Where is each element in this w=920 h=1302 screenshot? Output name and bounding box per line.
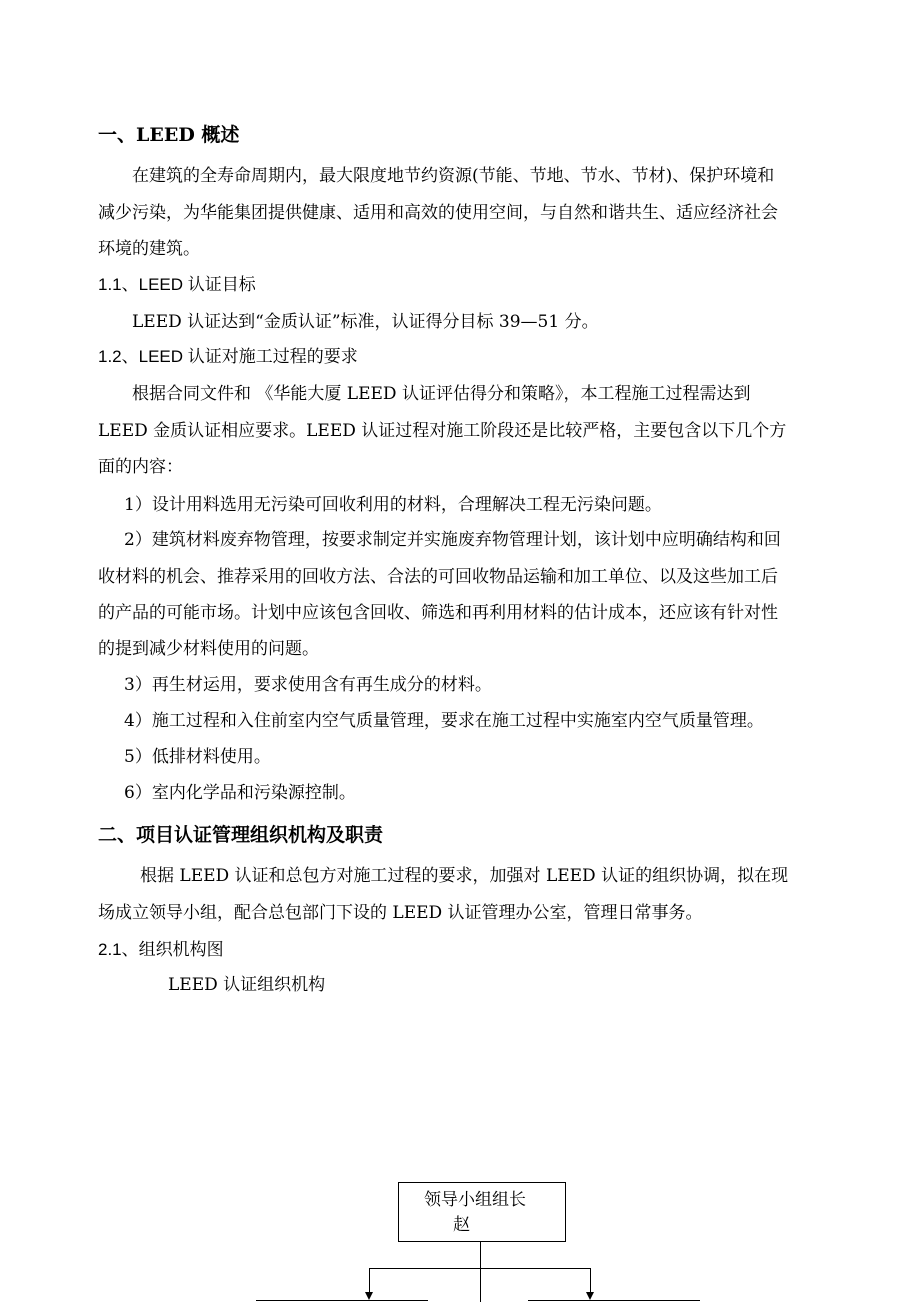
org-branch-right: [590, 1268, 591, 1292]
requirement-item: 的提到减少材料使用的问题。: [98, 639, 319, 659]
subsection-1-1-text: LEED 认证达到“金质认证”标准，认证得分目标 39—51 分。: [132, 312, 599, 332]
section1-heading: 一、LEED 概述: [98, 124, 240, 146]
requirement-item: 收材料的机会、推荐采用的回收方法、合法的可回收物品运输和加工单位、以及这些加工后: [98, 567, 778, 587]
section2-intro-line: 场成立领导小组，配合总包部门下设的 LEED 认证管理办公室，管理日常事务。: [98, 903, 703, 923]
org-connector-vertical: [480, 1241, 481, 1302]
section1-intro-line: 在建筑的全寿命周期内，最大限度地节约资源(节能、节地、节水、节材)、保护环境和: [132, 166, 775, 186]
section2-intro-line: 根据 LEED 认证和总包方对施工过程的要求，加强对 LEED 认证的组织协调，拟在现: [140, 866, 789, 886]
requirement-item: 1）设计用料选用无污染可回收利用的材料，合理解决工程无污染问题。: [124, 495, 662, 515]
org-arrow-left: [365, 1292, 373, 1300]
org-child-box-right-top: [528, 1300, 700, 1301]
requirement-item: 6）室内化学品和污染源控制。: [124, 783, 356, 803]
org-child-box-left-top: [256, 1300, 428, 1301]
subsection-1-2-line: LEED 金质认证相应要求。LEED 认证过程对施工阶段还是比较严格，主要包含以下几个方: [98, 421, 787, 441]
subsection-1-2-line: 根据合同文件和 《华能大厦 LEED 认证评估得分和策略》，本工程施工过程需达到: [132, 384, 751, 404]
section1-intro-line: 减少污染，为华能集团提供健康、适用和高效的使用空间，与自然和谐共生、适应经济社会: [98, 203, 778, 223]
org-branch-left: [369, 1268, 370, 1292]
section2-heading: 二、项目认证管理组织机构及职责: [98, 824, 384, 846]
org-connector-horizontal: [369, 1268, 591, 1269]
requirement-item: 4）施工过程和入住前室内空气质量管理，要求在施工过程中实施室内空气质量管理。: [124, 711, 764, 731]
subsection-1-2-heading: 1.2、LEED 认证对施工过程的要求: [98, 347, 358, 366]
org-leader-title: 领导小组组长: [424, 1190, 526, 1210]
subsection-2-1-heading: 2.1、组织机构图: [98, 940, 224, 959]
subsection-1-1-heading: 1.1、LEED 认证目标: [98, 275, 256, 294]
org-chart-caption: LEED 认证组织机构: [168, 975, 326, 995]
requirement-item: 2）建筑材料废弃物管理，按要求制定并实施废弃物管理计划，该计划中应明确结构和回: [124, 530, 781, 550]
section1-intro-line: 环境的建筑。: [98, 239, 200, 259]
requirement-item: 的产品的可能市场。计划中应该包含回收、筛选和再利用材料的估计成本，还应该有针对性: [98, 603, 778, 623]
subsection-1-2-line: 面的内容：: [98, 457, 183, 477]
requirement-item: 3）再生材运用，要求使用含有再生成分的材料。: [124, 675, 492, 695]
requirement-item: 5）低排材料使用。: [124, 747, 271, 767]
org-arrow-right: [586, 1292, 594, 1300]
org-leader-name: 赵: [453, 1215, 470, 1235]
